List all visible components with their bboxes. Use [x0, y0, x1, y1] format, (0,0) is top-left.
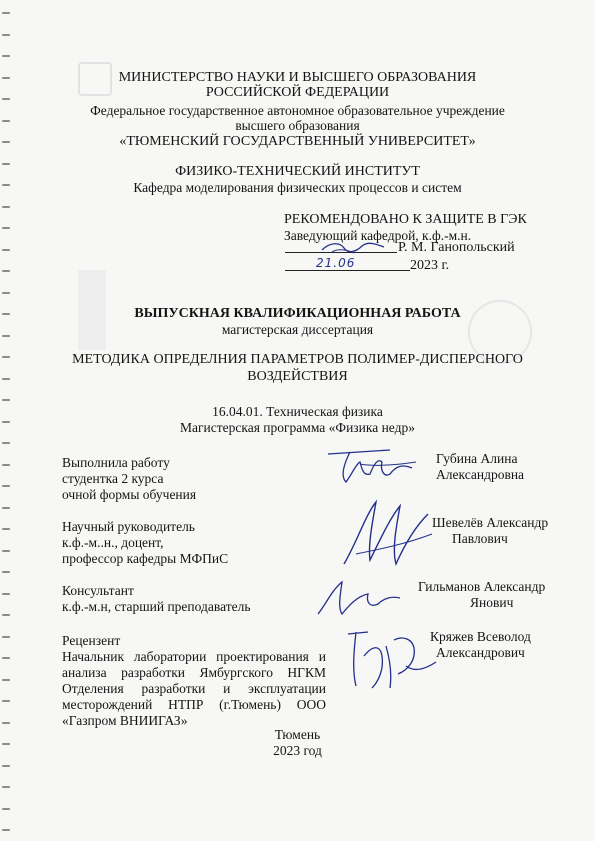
footer-year: 2023 год: [273, 743, 322, 758]
binding-hole: [2, 614, 10, 616]
binding-hole: [2, 249, 10, 251]
binding-hole: [2, 399, 10, 401]
supervisor-name-2: Павлович: [452, 531, 508, 546]
consultant-name-1: Гильманов Александр: [418, 579, 546, 594]
binding-hole: [2, 292, 10, 294]
binding-hole: [2, 657, 10, 659]
supervisor-signature: [336, 494, 436, 574]
footer-city: Тюмень: [274, 727, 321, 742]
institution-line-2: высшего образования: [235, 118, 360, 133]
consultant-name-2: Янович: [470, 595, 514, 610]
binding-hole: [2, 593, 10, 595]
work-program: Магистерская программа «Физика недр»: [179, 420, 415, 435]
supervisor-role-1: Научный руководитель: [62, 519, 195, 534]
consultant-role-1: Консультант: [62, 583, 134, 598]
consultant-signature: [312, 574, 402, 620]
binding-hole: [2, 722, 10, 724]
binding-hole: [2, 765, 10, 767]
binding-hole: [2, 786, 10, 788]
author-role-2: студентка 2 курса: [62, 471, 164, 486]
supervisor-role-3: профессор кафедры МФПиС: [62, 551, 229, 566]
binding-hole: [2, 464, 10, 466]
reviewer-role-title: Рецензент: [62, 633, 121, 648]
binding-hole: [2, 550, 10, 552]
approval-title: РЕКОМЕНДОВАНО К ЗАЩИТЕ В ГЭК: [284, 212, 527, 227]
binding-hole: [2, 829, 10, 831]
work-type: ВЫПУСКНАЯ КВАЛИФИКАЦИОННАЯ РАБОТА: [134, 306, 461, 321]
reviewer-signature: [342, 626, 442, 696]
approval-signature: [318, 238, 388, 256]
approval-handwritten-date: 21.06: [316, 256, 356, 270]
institution-line-1: Федеральное государственное автономное образовательное учреждение: [90, 103, 505, 118]
binding-hole: [2, 55, 10, 57]
binding-hole: [2, 700, 10, 702]
ministry-line-1: МИНИСТЕРСТВО НАУКИ И ВЫСШЕГО ОБРАЗОВАНИЯ: [118, 70, 477, 85]
binding-hole: [2, 528, 10, 530]
work-title-line-1: МЕТОДИКА ОПРЕДЕЛНИЯ ПАРАМЕТРОВ ПОЛИМЕР-ДИСПЕРСНОГО: [72, 352, 523, 367]
work-title-line-2: ВОЗДЕЙСТВИЯ: [247, 369, 348, 384]
approval-head-name: Р. М. Ганопольский: [398, 240, 515, 255]
approval-date-line: [285, 270, 410, 271]
binding-hole: [2, 808, 10, 810]
university-name: «ТЮМЕНСКИЙ ГОСУДАРСТВЕННЫЙ УНИВЕРСИТЕТ»: [119, 134, 476, 149]
author-signature: [320, 444, 420, 488]
author-name-1: Губина Алина: [436, 451, 518, 466]
binding-hole: [2, 12, 10, 14]
department-name: Кафедра моделирования физических процессов и систем: [133, 180, 462, 195]
binding-hole: [2, 270, 10, 272]
approval-year: 2023 г.: [410, 258, 450, 273]
reviewer-role-text: Начальник лаборатории проектирования и анализа разработки Ямбургского НГКМ Отделения разработки и эксплуатации месторождений НТПР (г.Тюмень) ООО «Газпром ВНИИГАЗ»: [62, 649, 326, 728]
institute-name: ФИЗИКО-ТЕХНИЧЕСКИЙ ИНСТИТУТ: [175, 164, 420, 179]
work-code: 16.04.01. Техническая физика: [212, 404, 383, 419]
supervisor-name-1: Шевелёв Александр: [432, 515, 549, 530]
consultant-role-2: к.ф.-м.н, старший преподаватель: [62, 599, 251, 614]
binding-hole: [2, 679, 10, 681]
binding-hole: [2, 227, 10, 229]
reviewer-name-1: Кряжев Всеволод: [430, 629, 531, 644]
work-subtype: магистерская диссертация: [221, 322, 374, 337]
binding-hole: [2, 636, 10, 638]
binding-hole: [2, 206, 10, 208]
author-name-2: Александровна: [436, 467, 525, 482]
supervisor-role-2: к.ф.-м..н., доцент,: [62, 535, 164, 550]
author-role-1: Выполнила работу: [62, 455, 170, 470]
binding-hole: [2, 442, 10, 444]
ministry-line-2: РОССИЙСКОЙ ФЕДЕРАЦИИ: [205, 85, 390, 100]
reviewer-name-2: Александрович: [436, 645, 525, 660]
binding-hole: [2, 34, 10, 36]
approval-head-role: Заведующий кафедрой, к.ф.-м.н.: [284, 228, 472, 243]
binding-hole: [2, 571, 10, 573]
binding-hole: [2, 485, 10, 487]
author-role-3: очной формы обучения: [62, 487, 197, 502]
binding-hole: [2, 507, 10, 509]
